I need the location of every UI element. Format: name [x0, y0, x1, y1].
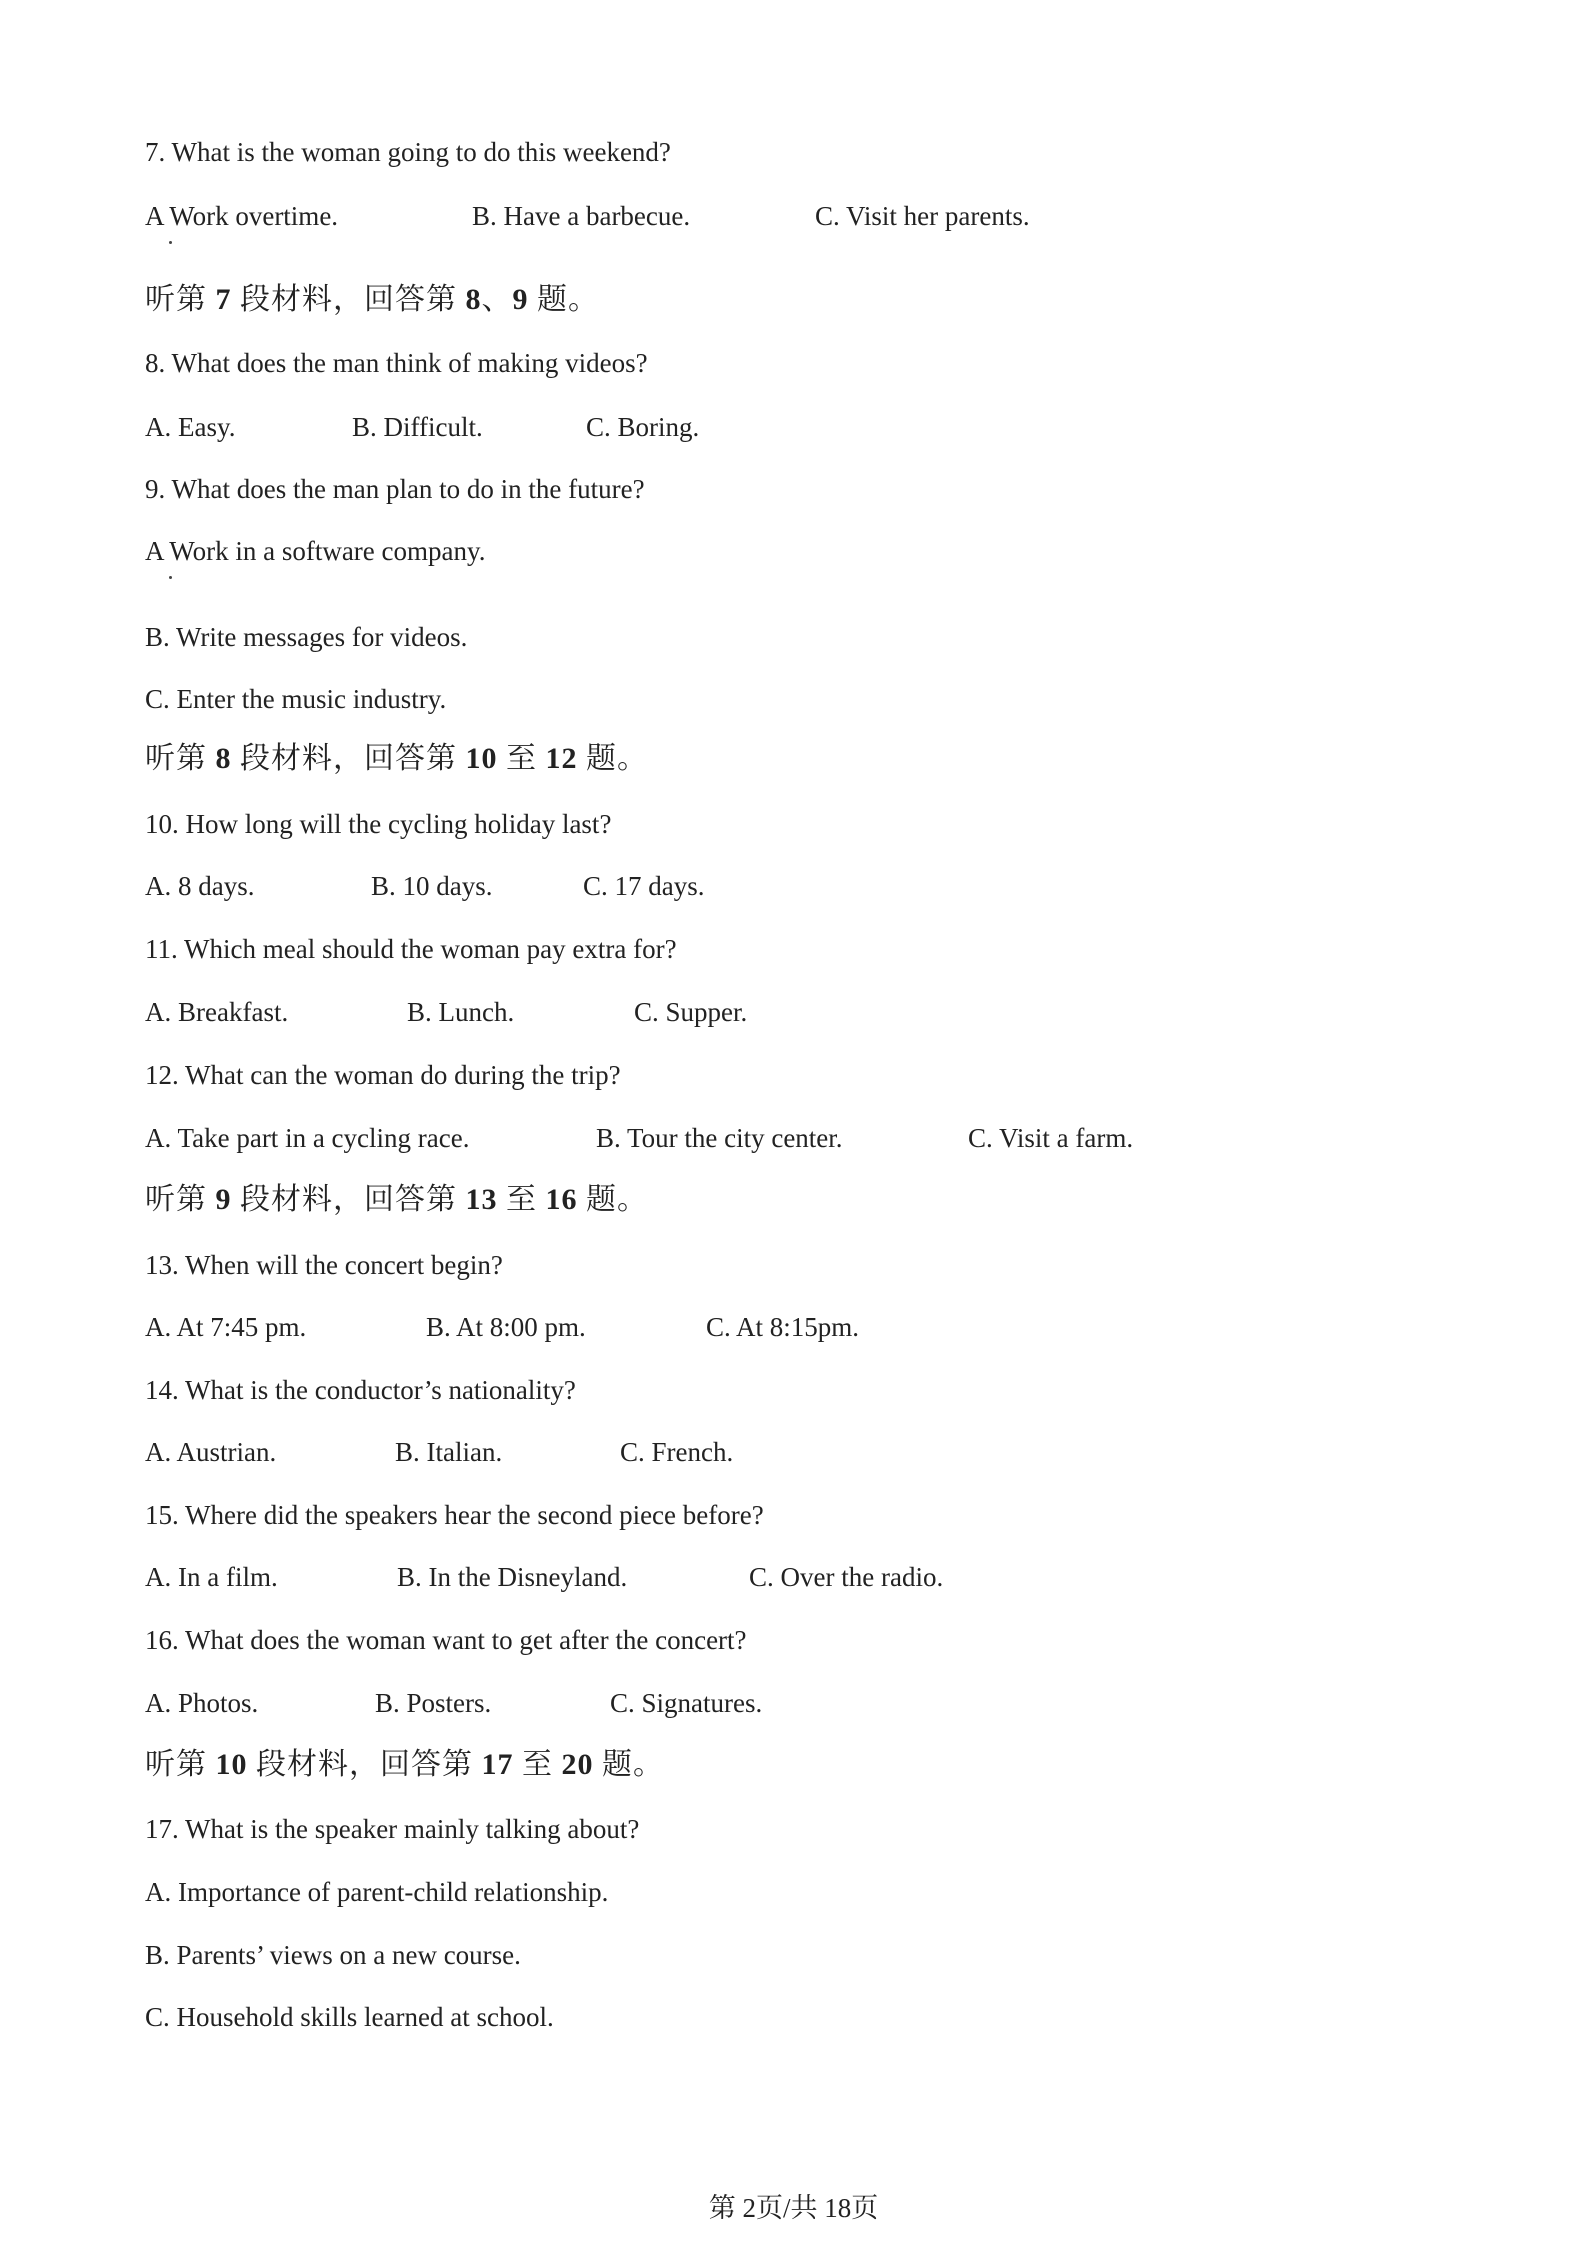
option-a: A. Photos. — [145, 1688, 259, 1718]
question-9: 9. What does the man plan to do in the future? — [145, 474, 645, 504]
dot-mark — [169, 241, 172, 244]
option-c: C. Over the radio. — [749, 1562, 944, 1592]
page-number: 第 2页/共 18页 — [708, 2193, 879, 2223]
question-12: 12. What can the woman do during the trip? — [145, 1060, 621, 1090]
dot-mark — [169, 576, 172, 579]
option-b: B. Write messages for videos. — [145, 622, 468, 652]
option-c: C. 17 days. — [583, 871, 705, 901]
option-c: C. Household skills learned at school. — [145, 2002, 554, 2032]
question-17: 17. What is the speaker mainly talking about? — [145, 1814, 640, 1844]
option-b: B. 10 days. — [371, 871, 493, 901]
question-13: 13. When will the concert begin? — [145, 1250, 503, 1280]
option-b: B. Parents’ views on a new course. — [145, 1940, 521, 1970]
option-c: C. Boring. — [586, 412, 700, 442]
option-b: B. Lunch. — [407, 997, 515, 1027]
option-c: C. At 8:15pm. — [706, 1312, 860, 1342]
option-c: C. Visit a farm. — [968, 1123, 1134, 1153]
question-16: 16. What does the woman want to get after the concert? — [145, 1625, 747, 1655]
option-a: A Work overtime. — [145, 201, 339, 231]
option-a: A. Take part in a cycling race. — [145, 1123, 470, 1153]
option-a: A. Easy. — [145, 412, 236, 442]
section-heading-10: 听第 10 段材料，回答第 17 至 20 题。 — [145, 1748, 664, 1781]
section-heading-9: 听第 9 段材料，回答第 13 至 16 题。 — [145, 1183, 648, 1216]
option-c: C. Enter the music industry. — [145, 684, 447, 714]
option-a: A. 8 days. — [145, 871, 255, 901]
option-c: C. Supper. — [634, 997, 748, 1027]
option-c: C. Signatures. — [610, 1688, 763, 1718]
question-14: 14. What is the conductor’s nationality? — [145, 1375, 576, 1405]
option-a: A. In a film. — [145, 1562, 278, 1592]
option-c: C. French. — [620, 1437, 734, 1467]
option-b: B. At 8:00 pm. — [426, 1312, 586, 1342]
option-a: A. Austrian. — [145, 1437, 277, 1467]
option-b: B. Posters. — [375, 1688, 492, 1718]
question-8: 8. What does the man think of making videos? — [145, 348, 648, 378]
option-c: C. Visit her parents. — [815, 201, 1030, 231]
question-10: 10. How long will the cycling holiday last? — [145, 809, 612, 839]
question-15: 15. Where did the speakers hear the second piece before? — [145, 1500, 764, 1530]
option-a: A. Breakfast. — [145, 997, 289, 1027]
option-b: B. Italian. — [395, 1437, 503, 1467]
option-b: B. Have a barbecue. — [472, 201, 691, 231]
option-a: A. At 7:45 pm. — [145, 1312, 307, 1342]
question-7: 7. What is the woman going to do this weekend? — [145, 137, 671, 167]
section-heading-8: 听第 8 段材料，回答第 10 至 12 题。 — [145, 742, 648, 775]
option-a: A. Importance of parent-child relationship. — [145, 1877, 609, 1907]
option-b: B. In the Disneyland. — [397, 1562, 628, 1592]
option-b: B. Tour the city center. — [596, 1123, 843, 1153]
option-a: A Work in a software company. — [145, 536, 486, 566]
option-b: B. Difficult. — [352, 412, 483, 442]
section-heading-7: 听第 7 段材料，回答第 8、9 题。 — [145, 283, 599, 316]
question-11: 11. Which meal should the woman pay extra for? — [145, 934, 677, 964]
